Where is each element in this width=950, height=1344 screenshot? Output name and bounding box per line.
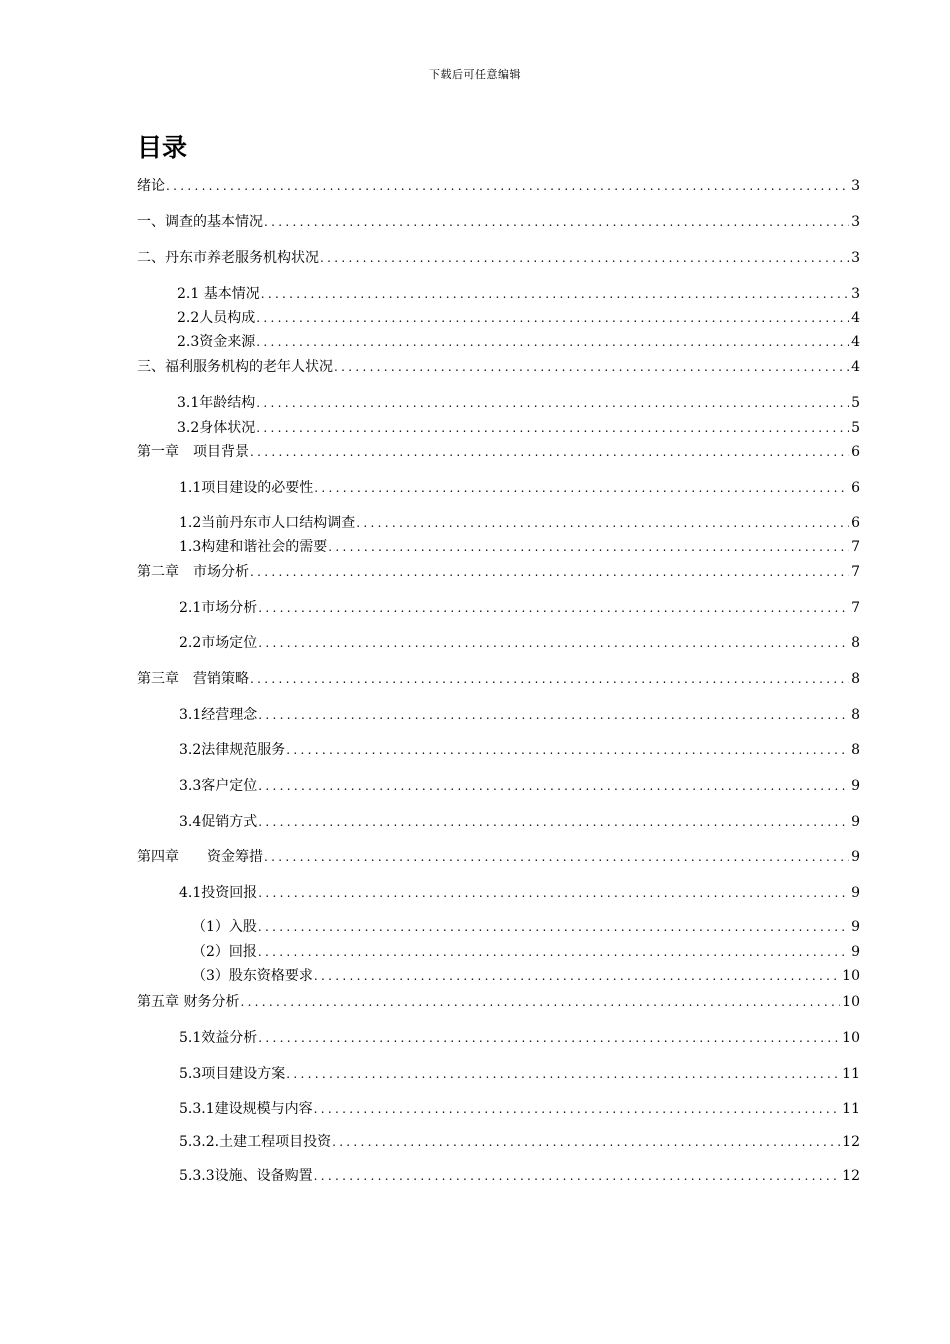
toc-entry-page-number: 4	[851, 310, 860, 326]
toc-entry-label: 二、丹东市养老服务机构状况	[137, 250, 319, 266]
toc-entry[interactable]	[179, 705, 860, 725]
toc-dot-leader	[249, 442, 849, 462]
toc-entry-label: 3.1年龄结构	[177, 395, 256, 411]
toc-entry-page-number: 11	[842, 1066, 860, 1082]
toc-dot-leader	[255, 332, 849, 352]
toc-entry-label: 3.2法律规范服务	[179, 742, 286, 758]
toc-entry[interactable]	[179, 740, 860, 760]
toc-entry[interactable]	[179, 1166, 860, 1186]
toc-entry-page-number: 10	[842, 1030, 860, 1046]
toc-entry[interactable]	[137, 562, 860, 582]
toc-entry[interactable]	[137, 176, 860, 196]
toc-entry-label: （2）回报	[192, 944, 257, 960]
toc-dot-leader	[165, 176, 849, 196]
toc-entry-page-number: 7	[851, 539, 860, 555]
toc-entry-page-number: 12	[842, 1168, 860, 1184]
toc-entry[interactable]	[177, 308, 860, 328]
toc-dot-leader	[255, 418, 849, 438]
toc-entry-label: 5.3.2.土建工程项目投资	[179, 1134, 332, 1150]
toc-entry-page-number: 10	[842, 968, 860, 984]
toc-entry-page-number: 3	[851, 214, 860, 230]
toc-entry-label: 2.1 基本情况	[177, 286, 260, 302]
toc-entry[interactable]	[137, 357, 860, 377]
toc-entry-page-number: 9	[851, 944, 860, 960]
toc-entry-page-number: 8	[851, 742, 860, 758]
toc-entry[interactable]	[179, 776, 860, 796]
toc-entry[interactable]	[177, 332, 860, 352]
toc-dot-leader	[355, 513, 849, 533]
toc-entry-page-number: 9	[851, 849, 860, 865]
toc-entry-label: 5.1效益分析	[179, 1030, 258, 1046]
toc-entry[interactable]	[179, 1064, 860, 1084]
toc-entry[interactable]	[137, 669, 860, 689]
toc-dot-leader	[263, 847, 849, 867]
toc-entry[interactable]	[192, 942, 860, 962]
toc-entry-page-number: 9	[851, 778, 860, 794]
toc-dot-leader	[257, 705, 849, 725]
toc-entry-page-number: 5	[851, 420, 860, 436]
toc-entry-page-number: 7	[851, 564, 860, 580]
toc-entry-label: 2.3资金来源	[177, 334, 256, 350]
toc-entry-label: 2.2市场定位	[179, 635, 258, 651]
toc-entry[interactable]	[179, 513, 860, 533]
toc-entry-page-number: 10	[842, 994, 860, 1010]
toc-entry-label: 3.4促销方式	[179, 814, 258, 830]
toc-dot-leader	[331, 1132, 840, 1152]
toc-dot-leader	[285, 1064, 840, 1084]
toc-entry[interactable]	[179, 598, 860, 618]
toc-entry-label: 第四章 资金筹措	[137, 849, 263, 865]
toc-entry[interactable]	[179, 633, 860, 653]
toc-entry-page-number: 8	[851, 707, 860, 723]
toc-dot-leader	[257, 776, 849, 796]
toc-dot-leader	[257, 883, 849, 903]
toc-entry[interactable]	[137, 992, 860, 1012]
toc-entry-label: 5.3.3设施、设备购置	[179, 1168, 313, 1184]
toc-entry-label: 2.1市场分析	[179, 600, 258, 616]
toc-dot-leader	[319, 248, 849, 268]
toc-title: 目录	[137, 133, 188, 162]
toc-entry-page-number: 6	[851, 444, 860, 460]
toc-dot-leader	[327, 537, 849, 557]
toc-entry[interactable]	[179, 1099, 860, 1119]
toc-entry-label: 第二章 市场分析	[137, 564, 249, 580]
toc-entry-page-number: 7	[851, 600, 860, 616]
toc-entry-label: 2.2人员构成	[177, 310, 256, 326]
toc-entry-label: 3.2身体状况	[177, 420, 256, 436]
toc-dot-leader	[313, 478, 849, 498]
toc-entry-page-number: 3	[851, 178, 860, 194]
toc-entry[interactable]	[179, 883, 860, 903]
toc-entry-page-number: 4	[851, 334, 860, 350]
toc-entry-page-number: 3	[851, 286, 860, 302]
toc-entry-label: 绪论	[137, 178, 165, 194]
toc-entry-label: （3）股东资格要求	[192, 968, 313, 984]
toc-entry[interactable]	[192, 917, 860, 937]
toc-entry-page-number: 11	[842, 1101, 860, 1117]
toc-entry[interactable]	[137, 847, 860, 867]
toc-entry-label: 一、调查的基本情况	[137, 214, 263, 230]
toc-entry-page-number: 8	[851, 671, 860, 687]
toc-entry-page-number: 9	[851, 814, 860, 830]
toc-dot-leader	[255, 308, 849, 328]
toc-entry-label: 3.1经营理念	[179, 707, 258, 723]
toc-entry-page-number: 6	[851, 480, 860, 496]
toc-entry[interactable]	[137, 248, 860, 268]
toc-dot-leader	[249, 669, 849, 689]
toc-entry-label: 4.1投资回报	[179, 885, 258, 901]
toc-dot-leader	[313, 1166, 841, 1186]
toc-entry-page-number: 12	[842, 1134, 860, 1150]
toc-entry-page-number: 9	[851, 919, 860, 935]
toc-entry-page-number: 4	[851, 359, 860, 375]
toc-dot-leader	[257, 1028, 840, 1048]
toc-entry[interactable]	[177, 393, 860, 413]
toc-entry-label: （1）入股	[192, 919, 257, 935]
toc-dot-leader	[257, 917, 849, 937]
toc-dot-leader	[239, 992, 840, 1012]
toc-entry[interactable]	[179, 812, 860, 832]
toc-entry-label: 1.3构建和谐社会的需要	[179, 539, 328, 555]
toc-entry[interactable]	[177, 418, 860, 438]
toc-dot-leader	[263, 212, 849, 232]
page-header: 下载后可任意编辑	[429, 68, 521, 81]
toc-entry-label: 第一章 项目背景	[137, 444, 249, 460]
toc-entry[interactable]	[137, 212, 860, 232]
toc-dot-leader	[257, 598, 849, 618]
toc-entry[interactable]	[179, 1132, 860, 1152]
toc-entry[interactable]	[192, 966, 860, 986]
toc-entry-label: 5.3项目建设方案	[179, 1066, 286, 1082]
toc-dot-leader	[313, 1099, 841, 1119]
toc-dot-leader	[257, 633, 849, 653]
toc-dot-leader	[333, 357, 849, 377]
toc-entry-page-number: 3	[851, 250, 860, 266]
toc-entry-label: 第五章 财务分析	[137, 994, 240, 1010]
toc-entry-label: 1.1项目建设的必要性	[179, 480, 314, 496]
toc-entry[interactable]	[179, 478, 860, 498]
toc-entry-label: 1.2当前丹东市人口结构调查	[179, 515, 356, 531]
toc-dot-leader	[255, 393, 849, 413]
toc-dot-leader	[257, 942, 849, 962]
toc-entry-label: 三、福利服务机构的老年人状况	[137, 359, 333, 375]
toc-dot-leader	[313, 966, 840, 986]
toc-entry[interactable]	[179, 537, 860, 557]
toc-entry-label: 3.3客户定位	[179, 778, 258, 794]
toc-entry-page-number: 9	[851, 885, 860, 901]
toc-entry-label: 第三章 营销策略	[137, 671, 249, 687]
toc-dot-leader	[260, 284, 849, 304]
toc-entry[interactable]	[177, 284, 860, 304]
toc-entry[interactable]	[137, 442, 860, 462]
toc-dot-leader	[249, 562, 849, 582]
toc-entry-page-number: 5	[851, 395, 860, 411]
toc-entry-label: 5.3.1建设规模与内容	[179, 1101, 313, 1117]
toc-entry-page-number: 6	[851, 515, 860, 531]
toc-dot-leader	[257, 812, 849, 832]
toc-dot-leader	[285, 740, 849, 760]
toc-entry[interactable]	[179, 1028, 860, 1048]
toc-entry-page-number: 8	[851, 635, 860, 651]
